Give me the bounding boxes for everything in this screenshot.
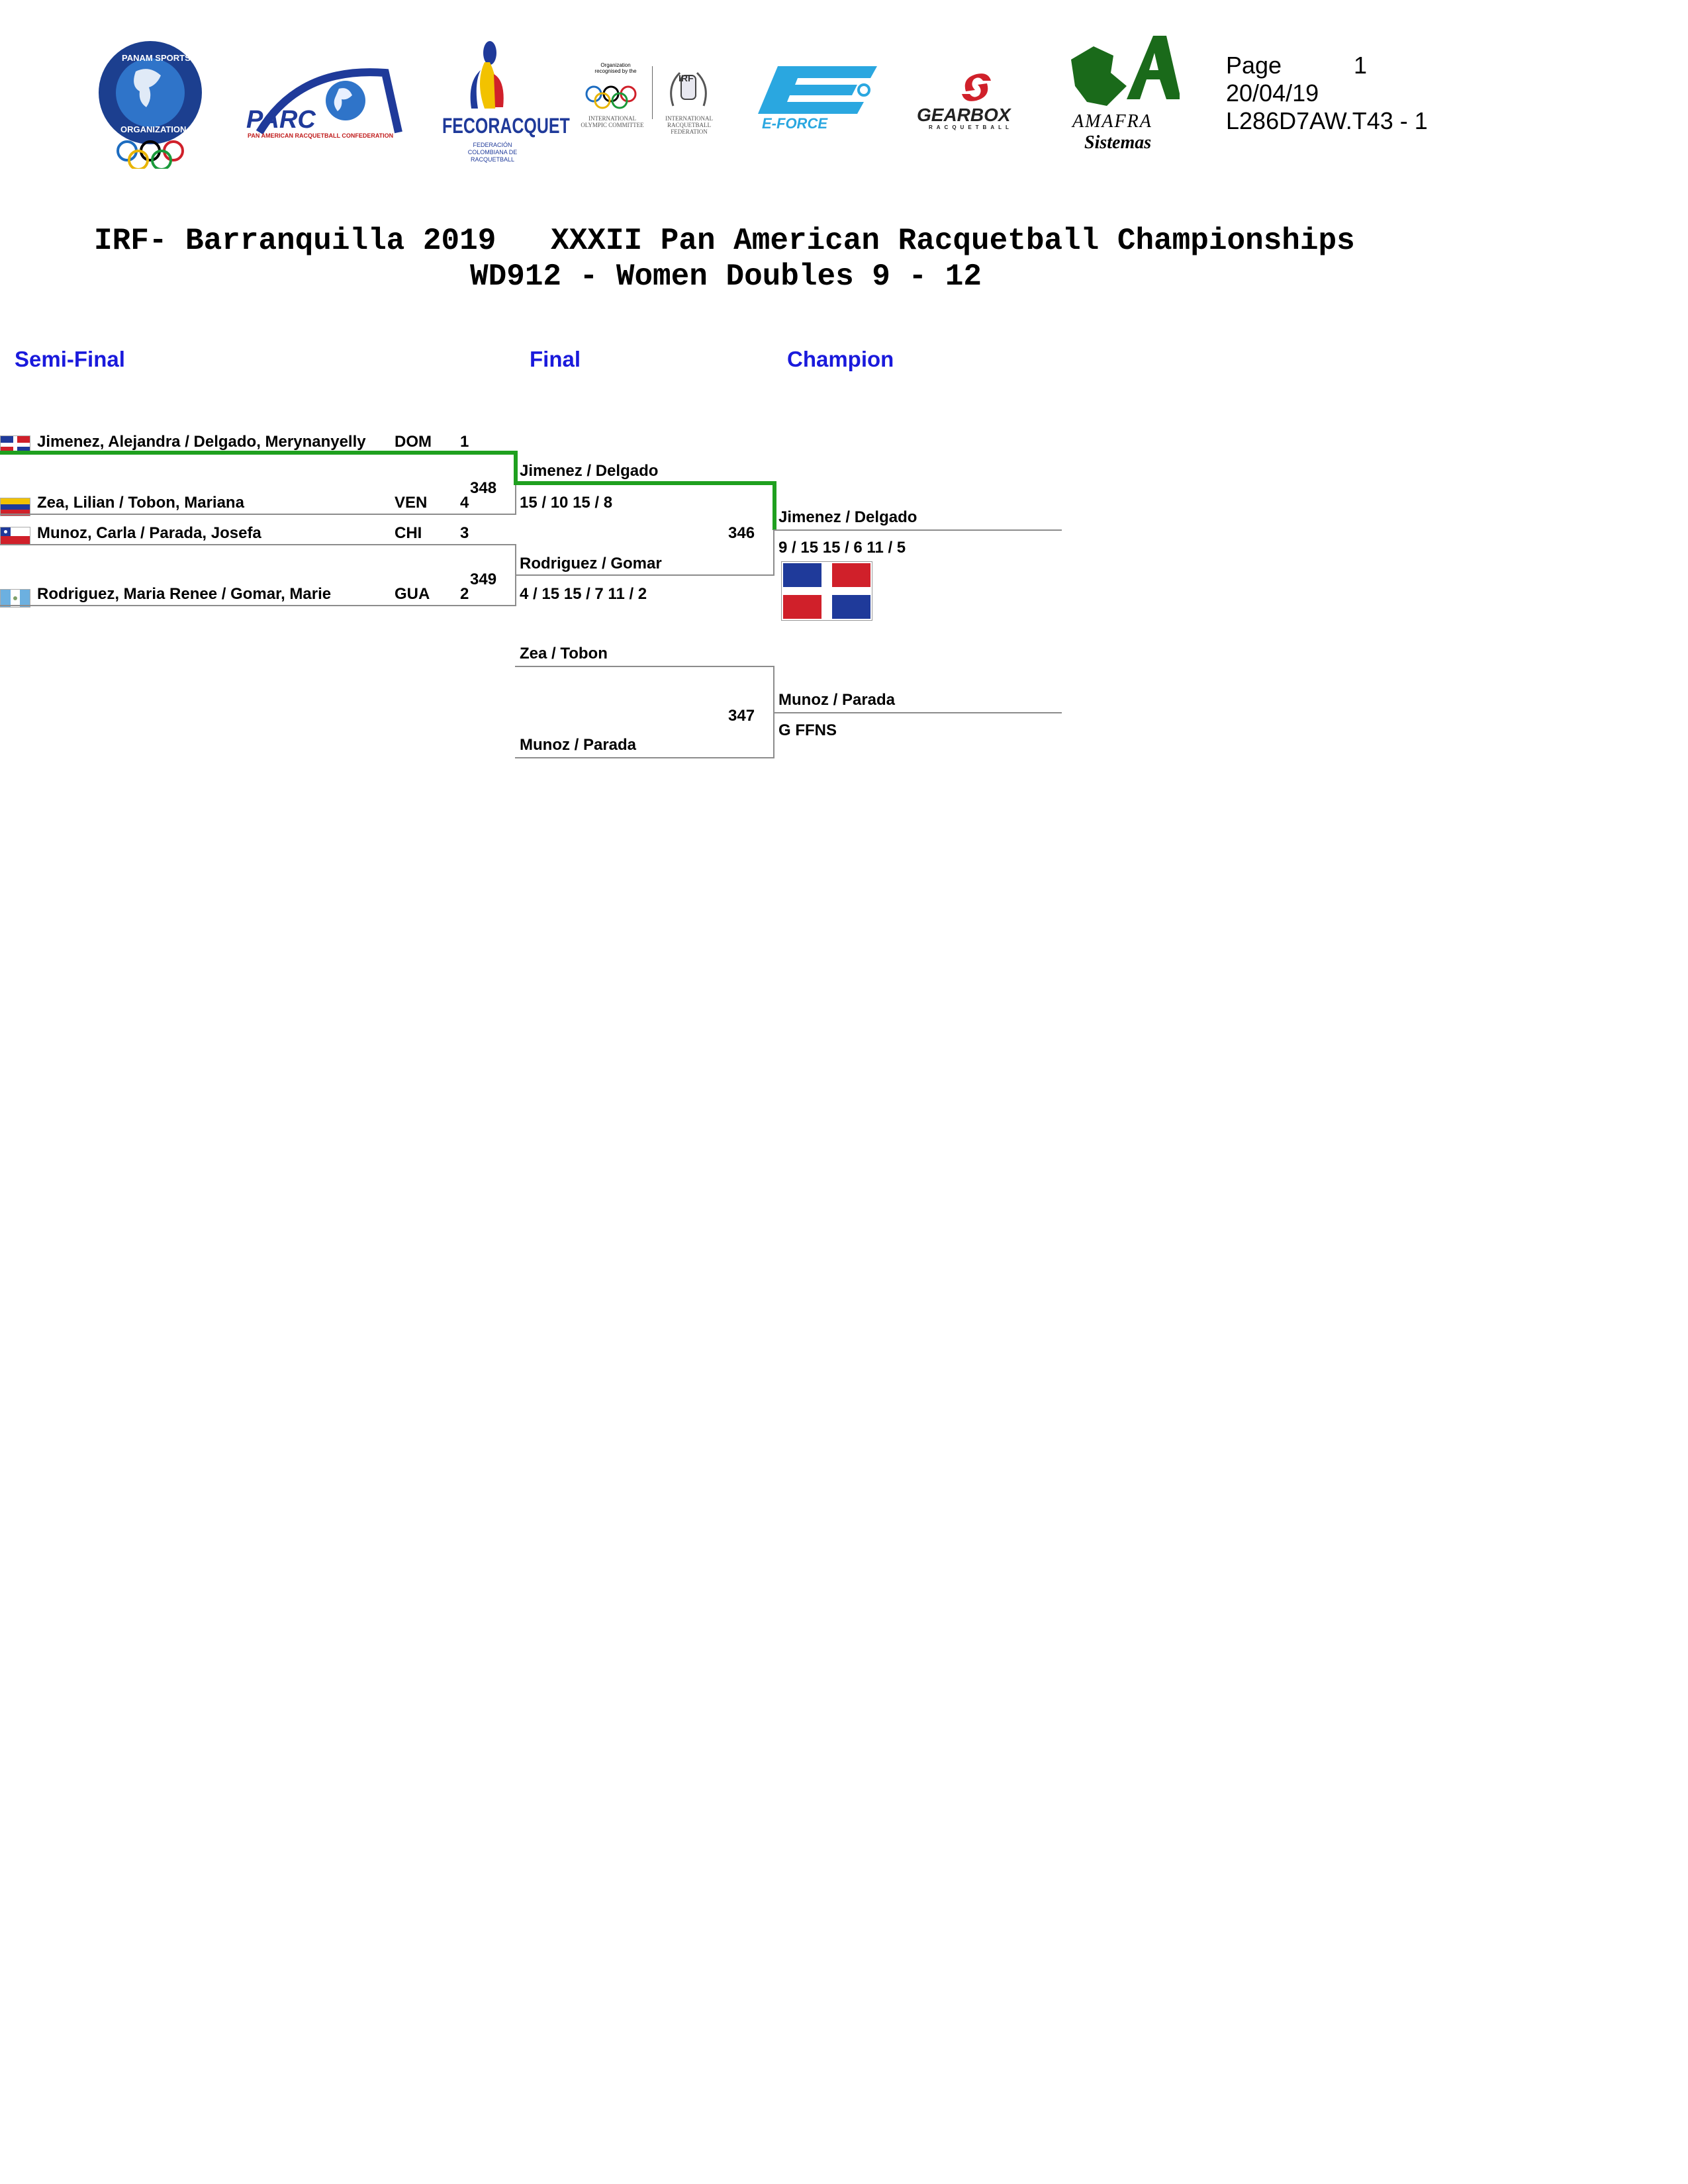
bracket-line bbox=[773, 529, 1062, 531]
team-name: Rodriguez, Maria Renee / Gomar, Marie bbox=[37, 585, 332, 603]
final-team-bottom: Rodriguez / Gomar bbox=[520, 555, 662, 572]
bracket-line bbox=[773, 712, 1062, 713]
winner-path-line bbox=[773, 481, 776, 530]
consolation-champion-score: G FFNS bbox=[778, 721, 837, 739]
gearbox-name: GEARBOX bbox=[917, 105, 1011, 125]
report-date: 20/04/19 bbox=[1226, 79, 1319, 107]
parc-logo bbox=[246, 60, 405, 146]
page-meta bbox=[1226, 52, 1428, 135]
winner-path-line bbox=[0, 451, 516, 455]
team-seed: 3 bbox=[460, 524, 469, 542]
round-heading-final: Final bbox=[530, 347, 581, 371]
fecoracquet-logo bbox=[437, 34, 570, 163]
team-country: GUA bbox=[395, 585, 430, 603]
eforce-e-icon bbox=[758, 64, 884, 116]
bracket-line bbox=[0, 544, 516, 545]
consolation-team-top: Zea / Tobon bbox=[520, 645, 608, 662]
fecoracquet-name: FECORACQUET bbox=[442, 114, 570, 138]
gearbox-subtitle: RACQUETBALL bbox=[929, 124, 1013, 130]
page-number: 1 bbox=[1354, 52, 1368, 79]
panam-arc-top: PANAM SPORTS bbox=[122, 53, 191, 63]
bracket-line bbox=[515, 574, 774, 576]
panam-sports-logo bbox=[79, 26, 222, 169]
fecoracquet-player-icon bbox=[437, 34, 556, 114]
olympic-rings-icon bbox=[582, 85, 648, 111]
flag-chile-icon bbox=[0, 527, 30, 545]
draw-title: WD912 - Women Doubles 9 - 12 bbox=[470, 259, 982, 294]
team-name: Munoz, Carla / Parada, Josefa bbox=[37, 524, 261, 542]
consolation-champion-team: Munoz / Parada bbox=[778, 691, 896, 709]
eforce-name: E-FORCE bbox=[762, 115, 827, 132]
team-name: Zea, Lilian / Tobon, Mariana bbox=[37, 494, 244, 512]
champion-score: 9 / 15 15 / 6 11 / 5 bbox=[778, 539, 906, 557]
report-code: L286D7AW.T43 - 1 bbox=[1226, 107, 1428, 134]
consolation-team-bottom: Munoz / Parada bbox=[520, 736, 637, 754]
logo-divider bbox=[652, 66, 653, 119]
amafra-line1: AMAFRA bbox=[1072, 111, 1152, 132]
bracket-line bbox=[0, 514, 516, 515]
parc-name: PARC bbox=[246, 106, 316, 134]
bracket-line bbox=[773, 529, 774, 576]
final-score-bottom: 4 / 15 15 / 7 11 / 2 bbox=[520, 585, 647, 603]
ioc-recognition-text: Organization recognised by the bbox=[594, 62, 637, 74]
bracket-line bbox=[515, 666, 774, 667]
amafra-map-icon bbox=[1067, 33, 1180, 109]
fecoracquet-subtitle: FEDERACIÓN COLOMBIANA DE RACQUETBALL bbox=[467, 142, 518, 163]
champion-team: Jimenez / Delgado bbox=[778, 508, 917, 526]
gearbox-logo bbox=[917, 71, 1036, 131]
eforce-logo bbox=[758, 64, 884, 136]
bracket-line bbox=[0, 605, 516, 606]
team-name: Jimenez, Alejandra / Delgado, Merynanyelly bbox=[37, 433, 366, 451]
amafra-logo bbox=[1067, 33, 1180, 165]
gearbox-swirl-icon bbox=[957, 71, 996, 103]
round-heading-semifinal: Semi-Final bbox=[15, 347, 125, 371]
champion-flag-dominican-republic-icon bbox=[781, 561, 872, 621]
irf-badge-text: IRF bbox=[679, 73, 694, 83]
winner-path-line bbox=[514, 451, 518, 484]
round-heading-champion: Champion bbox=[787, 347, 894, 371]
match-number: 349 bbox=[470, 570, 497, 588]
parc-subtitle: PAN AMERICAN RACQUETBALL CONFEDERATION bbox=[248, 132, 394, 139]
ioc-irf-logo bbox=[579, 60, 725, 146]
bracket-line bbox=[515, 482, 516, 515]
final-team-top: Jimenez / Delgado bbox=[520, 462, 659, 480]
team-seed: 2 bbox=[460, 585, 469, 603]
bracket-line bbox=[515, 757, 774, 758]
event-title: IRF- Barranquilla 2019 XXXII Pan American Racquetball Championships bbox=[94, 224, 1355, 258]
team-country: VEN bbox=[395, 494, 428, 512]
final-score-top: 15 / 10 15 / 8 bbox=[520, 494, 613, 512]
panam-arc-bottom: ORGANIZATION bbox=[120, 124, 187, 134]
panam-globe-icon bbox=[79, 26, 222, 169]
match-number: 346 bbox=[728, 524, 755, 542]
team-seed: 4 bbox=[460, 494, 469, 512]
ioc-name: INTERNATIONAL OLYMPIC COMMITTEE bbox=[581, 115, 644, 128]
winner-path-line bbox=[514, 481, 776, 485]
team-country: DOM bbox=[395, 433, 432, 451]
team-country: CHI bbox=[395, 524, 422, 542]
match-number: 348 bbox=[470, 479, 497, 497]
team-seed: 1 bbox=[460, 433, 469, 451]
match-number: 347 bbox=[728, 707, 755, 725]
irf-name: INTERNATIONAL RACQUETBALL FEDERATION bbox=[665, 115, 713, 135]
page-label: Page bbox=[1226, 52, 1282, 79]
amafra-line2: Sistemas bbox=[1084, 132, 1152, 153]
